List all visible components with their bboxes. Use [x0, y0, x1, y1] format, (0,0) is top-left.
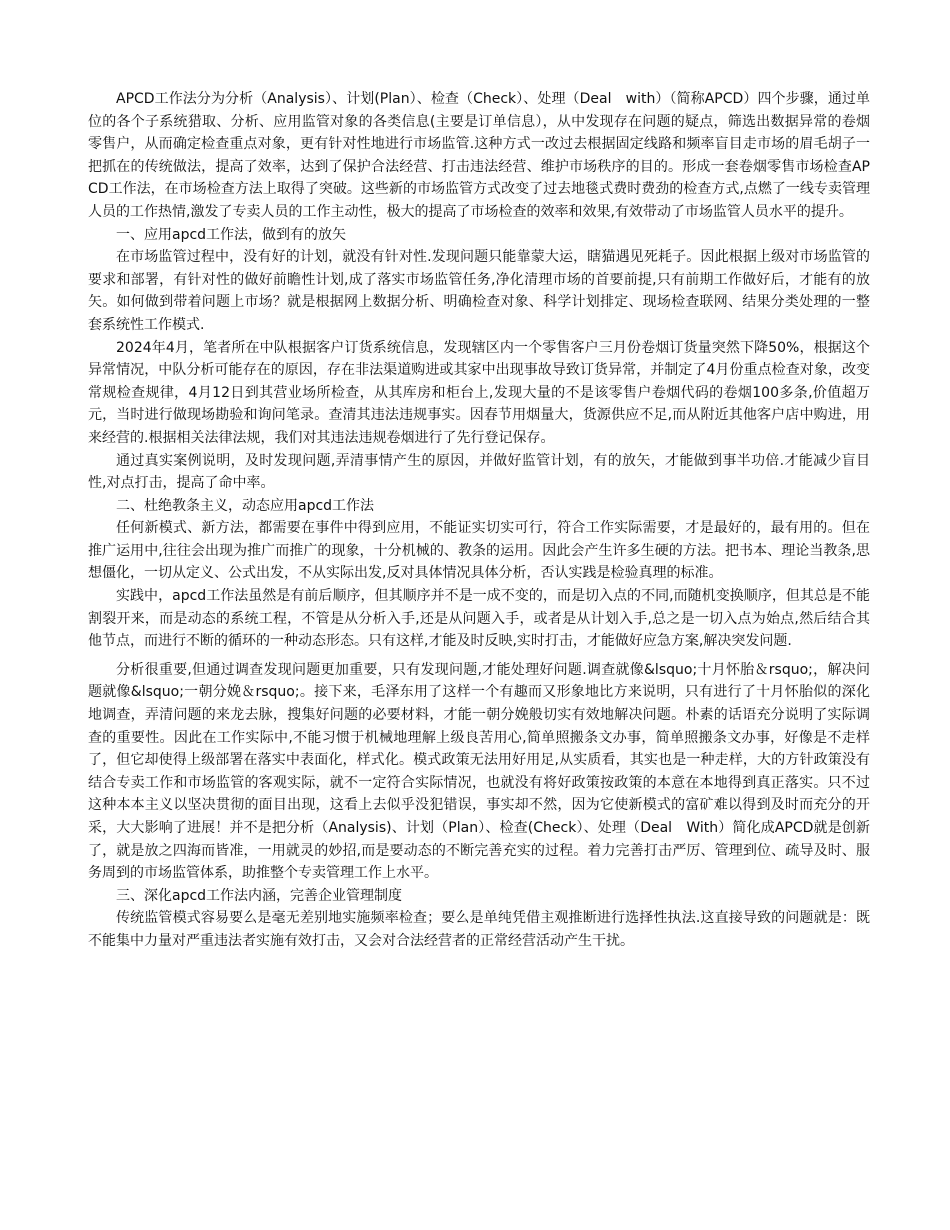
- section-heading-2: 二、杜绝教条主义，动态应用apcd工作法: [116, 497, 375, 514]
- section-heading-1: 一、应用apcd工作法，做到有的放矢: [116, 226, 347, 243]
- section2-paragraph-3: 分析很重要,但通过调查发现问题更加重要，只有发现问题,才能处理好问题.调查就像&lsquo;十月怀胎＆rsquo;，解决问题就像&lsquo;一朝分娩＆rsquo;。接下来，毛泽东用了这样一个有趣而又形象地比方来说明，只有进行了十月怀胎似的深化地调查，弄清问题的来龙去脉，搜集好问题的必要材料，才能一朝分娩般切实有效地解决问题。朴素的话语充分说明了实际调查的重要性。因此在工作实际中,不能习惯于机械地理解上级良苦用心,简单照搬条文办事，简单照搬条文办事，好像是不走样了，但它却使得上级部署在落实中表面化，样式化。模式政策无法用好用足,从实质看，其实也是一种走样，大的方针政策没有结合专卖工作和市场监管的客观实际，就不一定符合实际情况，也就没有将好政策按政策的本意在本地得到真正落实。只不过这种本本主义以坚决贯彻的面目出现，这看上去似乎没犯错误，事实却不然，因为它使新模式的富矿难以得到及时而充分的开采，大大影响了进展！并不是把分析（Analysis)、计划（Plan）、检查(Check）、处理（Deal With）简化成APCD就是创新了，就是放之四海而皆准，一用就灵的妙招,而是要动态的不断完善充实的过程。着力完善打击严厉、管理到位、疏导及时、服务周到的市场监管体系，助推整个专卖管理工作上水平。: [88, 661, 870, 882]
- section-heading-3: 三、深化apcd工作法内涵，完善企业管理制度: [116, 887, 403, 904]
- section3-paragraph-1: 传统监管模式容易要么是毫无差别地实施频率检查；要么是单纯凭借主观推断进行选择性执法.这直接导致的问题就是：既不能集中力量对严重违法者实施有效打击，又会对合法经营者的正常经营活动产生干扰。: [88, 910, 870, 949]
- document-page: [88, 88, 870, 953]
- section1-paragraph-3: 通过真实案例说明，及时发现问题,弄清事情产生的原因，并做好监管计划，有的放矢，才能做到事半功倍.才能减少盲目性,对点打击，提高了命中率。: [88, 452, 870, 492]
- section2-paragraph-2: 实践中，apcd工作法虽然是有前后顺序，但其顺序并不是一成不变的，而是切入点的不同,而随机变换顺序，但其总是不能割裂开来，而是动态的系统工程，不管是从分析入手,还是从问题入手，或者是从计划入手,总之是一切入点为始点,然后结合其他节点，而进行不断的循环的一种动态形态。只有这样,才能及时反映,实时打击，才能做好应急方案,解决突发问题.: [88, 588, 870, 650]
- section2-paragraph-1: 任何新模式、新方法，都需要在事件中得到应用，不能证实切实可行，符合工作实际需要，才是最好的，最有用的。但在推广运用中,往往会出现为推广而推广的现象，十分机械的、教条的运用。因此会产生许多生硬的方法。把书本、理论当教条,思想僵化，一切从定义、公式出发，不从实际出发,反对具体情况具体分析，否认实践是检验真理的标准。: [88, 520, 870, 582]
- section1-paragraph-1: 在市场监管过程中，没有好的计划，就没有针对性.发现问题只能靠蒙大运，瞎猫遇见死耗子。因此根据上级对市场监管的要求和部署，有针对性的做好前瞻性计划,成了落实市场监管任务,净化清理市场的首要前提,只有前期工作做好后，才能有的放矢。如何做到带着问题上市场？就是根据网上数据分析、明确检查对象、科学计划排定、现场检查联网、结果分类处理的一整套系统性工作模式.: [88, 249, 870, 333]
- section1-paragraph-2: 2024年4月，笔者所在中队根据客户订货系统信息，发现辖区内一个零售客户三月份卷烟订货量突然下降50%，根据这个异常情况，中队分析可能存在的原因，存在非法渠道购进或其家中出现事故导致订货异常，并制定了4月份重点检查对象，改变常规检查规律，4月12日到其营业场所检查，从其库房和柜台上,发现大量的不是该零售户卷烟代码的卷烟100多条,价值超万元，当时进行做现场勘验和询问笔录。查清其违法违规事实。因春节用烟量大，货源供应不足,而从附近其他客户店中购进，用来经营的.根据相关法律法规，我们对其违法违规卷烟进行了先行登记保存。: [88, 339, 870, 446]
- intro-paragraph: APCD工作法分为分析（Analysis）、计划(Plan）、检查（Check）、处理（Deal with）（简称APCD）四个步骤，通过单位的各个子系统猎取、分析、应用监管对象的各类信息(主要是订单信息），从中发现存在问题的疑点，筛选出数据异常的卷烟零售户，从而确定检查重点对象，更有针对性地进行市场监管.这种方式一改过去根据固定线路和频率盲目走市场的眉毛胡子一把抓在的传统做法，提高了效率，达到了保护合法经营、打击违法经营、维护市场秩序的目的。形成一套卷烟零售市场检查APCD工作法，在市场检查方法上取得了突破。这些新的市场监管方式改变了过去地毯式费时费劲的检查方式,点燃了一线专卖管理人员的工作热情,激发了专卖人员的工作主动性，极大的提高了市场检查的效率和效果,有效带动了市场监管人员水平的提升。: [88, 91, 870, 220]
